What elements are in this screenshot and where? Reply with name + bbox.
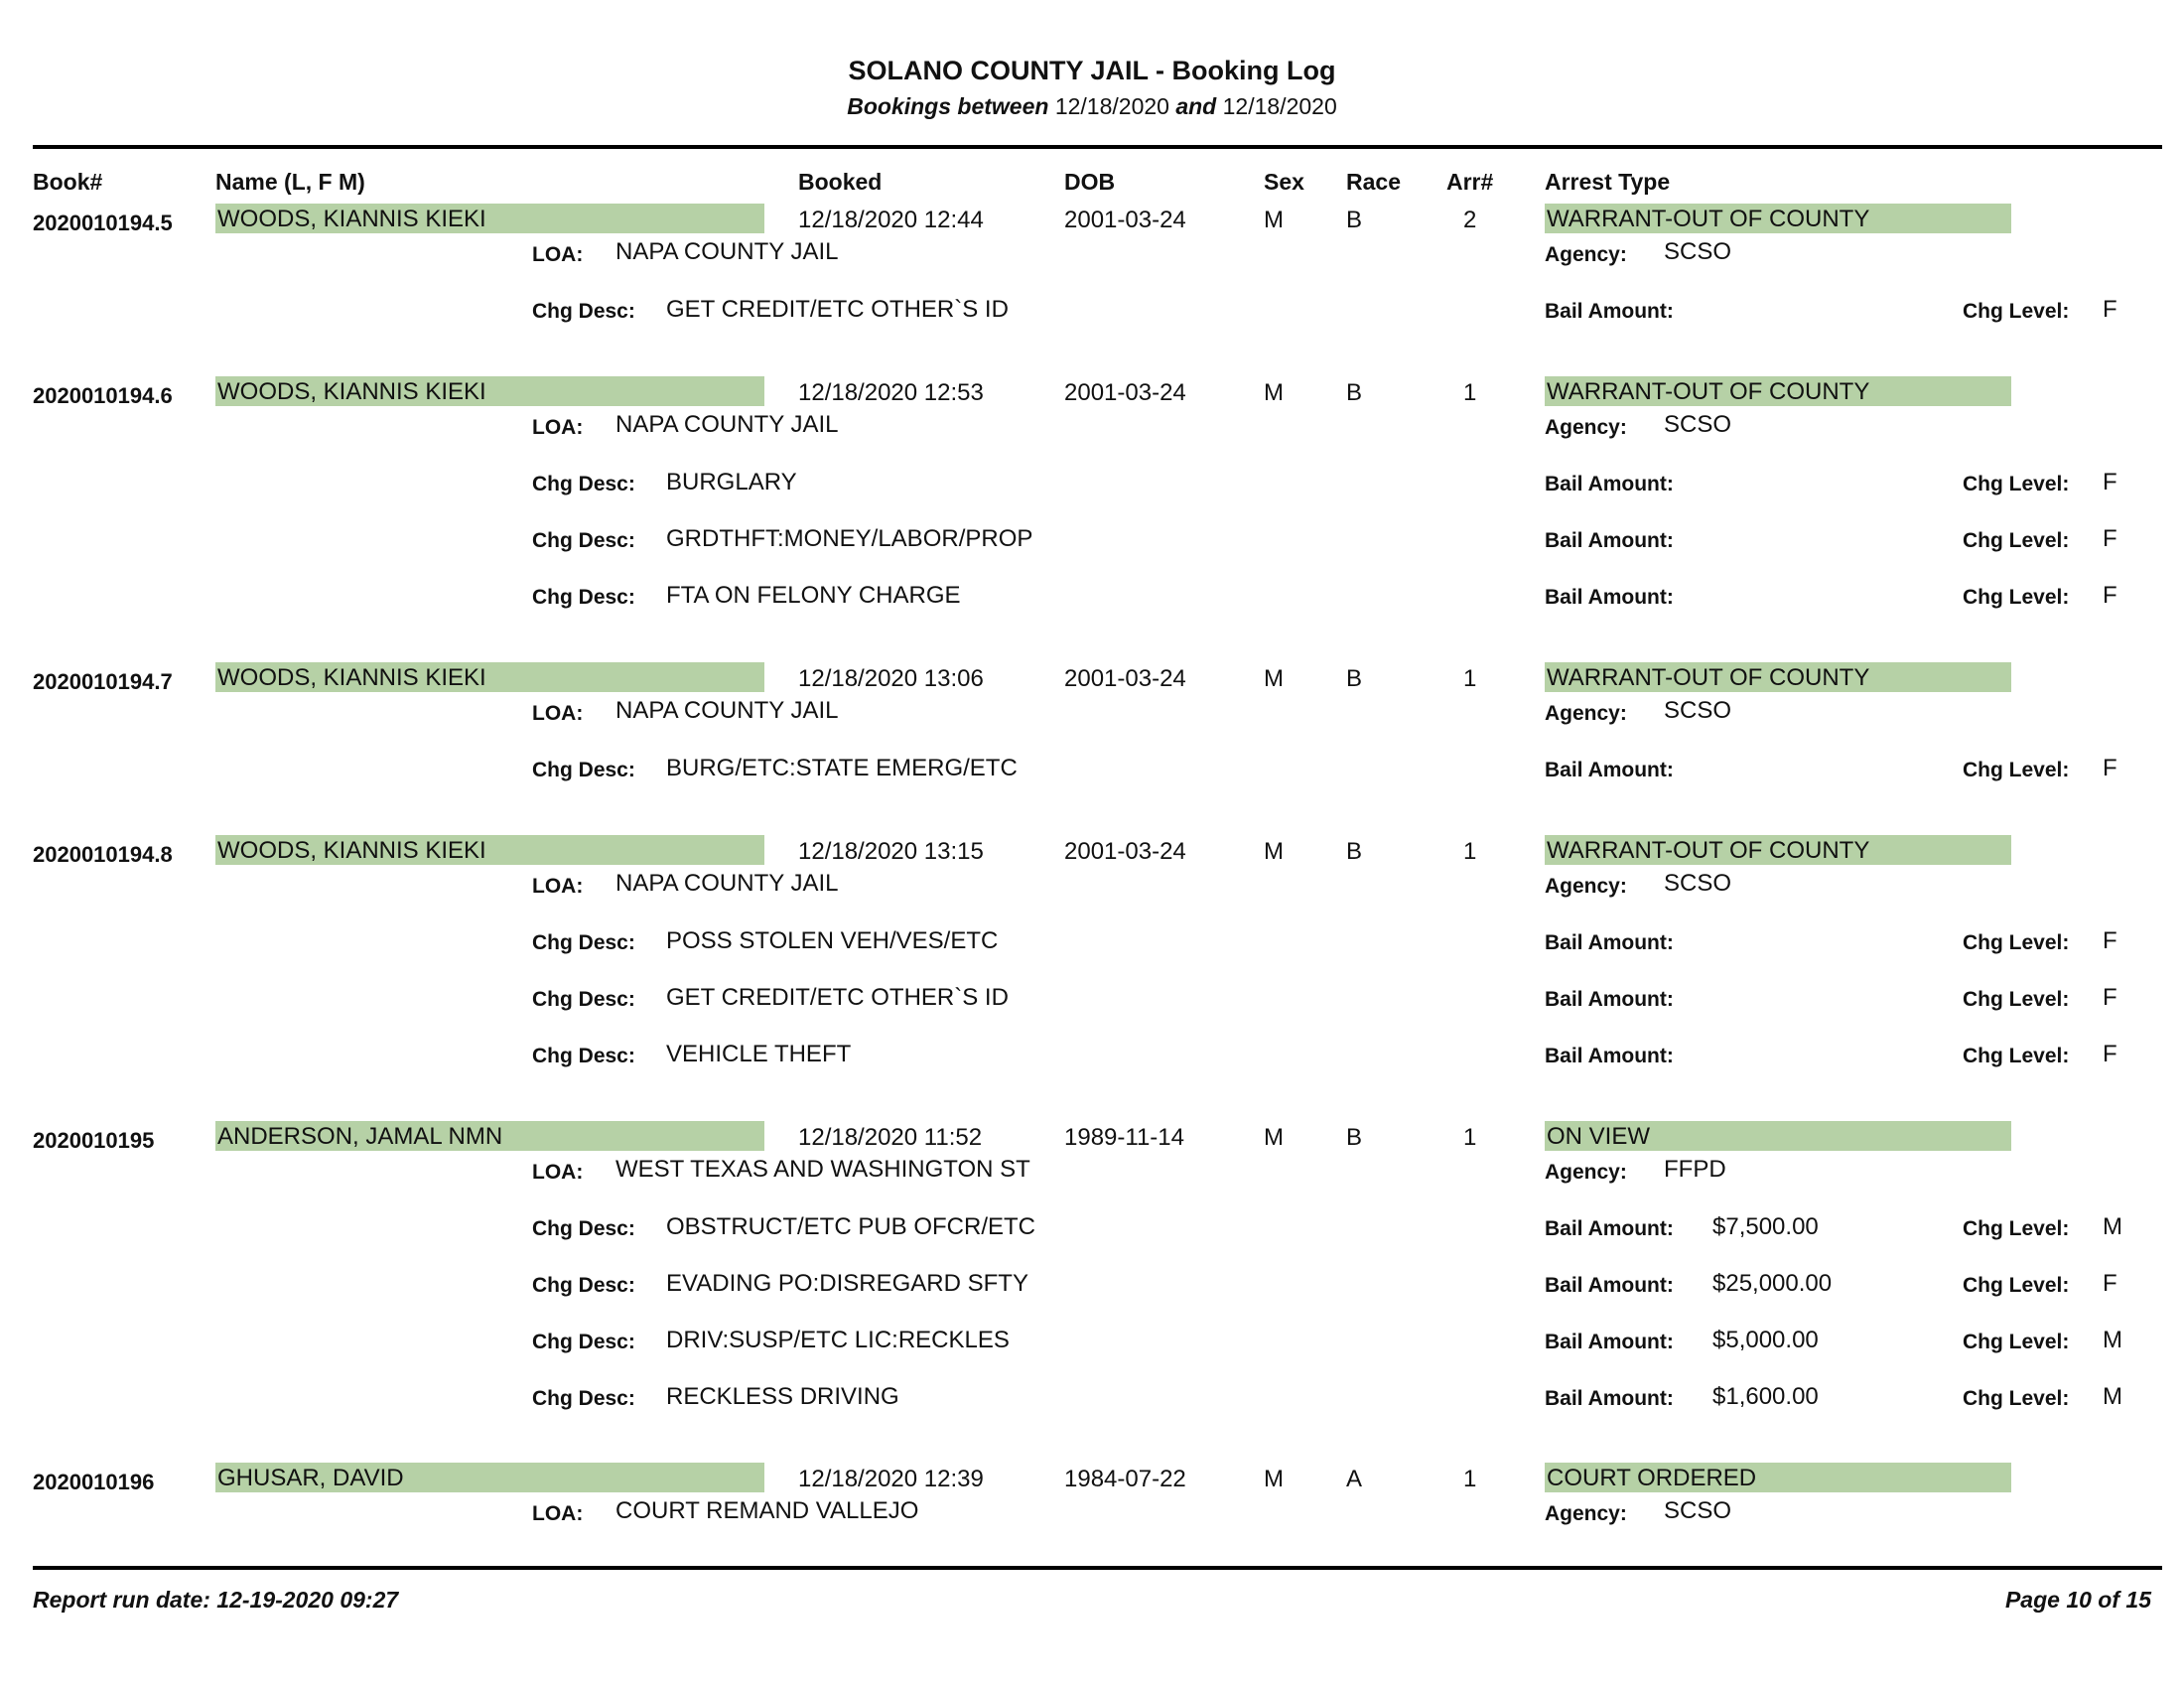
arrest-type: WARRANT-OUT OF COUNTY	[1547, 206, 1870, 232]
chg-level: M	[2103, 1213, 2122, 1240]
arrest-type: WARRANT-OUT OF COUNTY	[1547, 378, 1870, 405]
bail-amount-label: Bail Amount:	[1545, 586, 1674, 609]
chg-desc: GET CREDIT/ETC OTHER`S ID	[666, 296, 1009, 323]
header-rule	[33, 145, 2162, 149]
chg-level-label: Chg Level:	[1963, 1274, 2070, 1297]
chg-level: F	[2103, 1270, 2117, 1297]
booked-datetime: 12/18/2020 12:39	[798, 1466, 984, 1492]
chg-level-label: Chg Level:	[1963, 759, 2070, 781]
chg-level-label: Chg Level:	[1963, 1217, 2070, 1240]
arrest-type-highlight	[1545, 662, 2011, 692]
arrest-number: 1	[1463, 1124, 1477, 1151]
chg-level: F	[2103, 984, 2117, 1011]
arrest-number: 1	[1463, 379, 1477, 406]
bail-amount-label: Bail Amount:	[1545, 1045, 1674, 1067]
col-booked: Booked	[798, 169, 883, 195]
book-number: 2020010194.7	[33, 669, 173, 694]
agency-value: SCSO	[1664, 870, 1732, 897]
col-sex: Sex	[1264, 169, 1304, 195]
chg-desc: DRIV:SUSP/ETC LIC:RECKLES	[666, 1327, 1010, 1353]
arrest-number: 1	[1463, 1466, 1477, 1492]
arrest-type: COURT ORDERED	[1547, 1465, 1757, 1491]
sex: M	[1264, 207, 1284, 233]
bail-amount-label: Bail Amount:	[1545, 300, 1674, 323]
sex: M	[1264, 838, 1284, 865]
bail-amount-label: Bail Amount:	[1545, 473, 1674, 495]
inmate-name: GHUSAR, DAVID	[217, 1465, 404, 1491]
loa-value: WEST TEXAS AND WASHINGTON ST	[615, 1156, 1030, 1183]
sex: M	[1264, 379, 1284, 406]
bail-amount: $25,000.00	[1712, 1270, 1833, 1297]
chg-desc: BURGLARY	[666, 469, 797, 495]
race: A	[1346, 1466, 1363, 1492]
bail-amount-label: Bail Amount:	[1545, 759, 1674, 781]
chg-level: F	[2103, 755, 2117, 781]
bail-amount-label: Bail Amount:	[1545, 1387, 1674, 1410]
page-number: Page 10 of 15	[2004, 1587, 2151, 1613]
chg-level-label: Chg Level:	[1963, 988, 2070, 1011]
loa-label: LOA:	[532, 1502, 584, 1525]
chg-desc-label: Chg Desc:	[532, 759, 635, 781]
chg-desc-label: Chg Desc:	[532, 1274, 635, 1297]
agency-label: Agency:	[1545, 416, 1627, 439]
arrest-type-highlight	[1545, 204, 2011, 233]
name-highlight	[215, 662, 764, 692]
report-run-date: Report run date: 12-19-2020 09:27	[33, 1587, 399, 1613]
date-to: 12/18/2020	[1222, 93, 1337, 119]
chg-desc-label: Chg Desc:	[532, 586, 635, 609]
bail-amount: $5,000.00	[1712, 1327, 1819, 1353]
book-number: 2020010195	[33, 1128, 155, 1153]
dob: 2001-03-24	[1064, 665, 1186, 692]
chg-desc-label: Chg Desc:	[532, 1387, 635, 1410]
race: B	[1346, 665, 1363, 692]
loa-value: NAPA COUNTY JAIL	[615, 697, 839, 724]
dob: 2001-03-24	[1064, 379, 1186, 406]
booked-datetime: 12/18/2020 12:44	[798, 207, 984, 233]
arrest-type: WARRANT-OUT OF COUNTY	[1547, 664, 1870, 691]
loa-label: LOA:	[532, 1161, 584, 1184]
arrest-number: 1	[1463, 838, 1477, 865]
chg-level-label: Chg Level:	[1963, 586, 2070, 609]
arrest-type-highlight	[1545, 1463, 2011, 1492]
bail-amount-label: Bail Amount:	[1545, 1217, 1674, 1240]
chg-level: F	[2103, 582, 2117, 609]
report-title: SOLANO COUNTY JAIL - Booking Log	[848, 56, 1336, 85]
bail-amount-label: Bail Amount:	[1545, 931, 1674, 954]
chg-desc: GET CREDIT/ETC OTHER`S ID	[666, 984, 1009, 1011]
date-from: 12/18/2020	[1054, 93, 1169, 119]
bail-amount: $7,500.00	[1712, 1213, 1819, 1240]
sex: M	[1264, 1466, 1284, 1492]
agency-value: SCSO	[1664, 697, 1732, 724]
bail-amount-label: Bail Amount:	[1545, 529, 1674, 552]
subtitle-and: and	[1175, 93, 1217, 119]
chg-level: F	[2103, 469, 2117, 495]
col-arrest-type: Arrest Type	[1545, 169, 1671, 195]
col-dob: DOB	[1064, 169, 1116, 195]
inmate-name: WOODS, KIANNIS KIEKI	[217, 378, 486, 405]
chg-level-label: Chg Level:	[1963, 1331, 2070, 1353]
chg-level-label: Chg Level:	[1963, 931, 2070, 954]
chg-level-label: Chg Level:	[1963, 473, 2070, 495]
chg-level: F	[2103, 296, 2117, 323]
loa-label: LOA:	[532, 416, 584, 439]
loa-label: LOA:	[532, 243, 584, 266]
dob: 1984-07-22	[1064, 1466, 1186, 1492]
agency-label: Agency:	[1545, 702, 1627, 725]
col-race: Race	[1346, 169, 1401, 195]
inmate-name: WOODS, KIANNIS KIEKI	[217, 206, 486, 232]
arrest-number: 2	[1463, 207, 1477, 233]
agency-value: SCSO	[1664, 411, 1732, 438]
book-number: 2020010196	[33, 1470, 155, 1494]
agency-value: SCSO	[1664, 1497, 1732, 1524]
chg-desc-label: Chg Desc:	[532, 473, 635, 495]
chg-desc: FTA ON FELONY CHARGE	[666, 582, 961, 609]
loa-value: COURT REMAND VALLEJO	[615, 1497, 919, 1524]
sex: M	[1264, 665, 1284, 692]
inmate-name: ANDERSON, JAMAL NMN	[217, 1123, 503, 1150]
subtitle-prefix: Bookings between	[847, 93, 1049, 119]
col-book: Book#	[33, 169, 103, 195]
dob: 2001-03-24	[1064, 838, 1186, 865]
chg-desc-label: Chg Desc:	[532, 300, 635, 323]
arrest-type-highlight	[1545, 376, 2011, 406]
chg-desc-label: Chg Desc:	[532, 1045, 635, 1067]
name-highlight	[215, 204, 764, 233]
arrest-type-highlight	[1545, 1121, 2011, 1151]
booked-datetime: 12/18/2020 12:53	[798, 379, 984, 406]
chg-desc: OBSTRUCT/ETC PUB OFCR/ETC	[666, 1213, 1036, 1240]
footer-rule	[33, 1566, 2162, 1570]
dob: 2001-03-24	[1064, 207, 1186, 233]
chg-desc: GRDTHFT:MONEY/LABOR/PROP	[666, 525, 1033, 552]
loa-value: NAPA COUNTY JAIL	[615, 870, 839, 897]
agency-label: Agency:	[1545, 1502, 1627, 1525]
loa-label: LOA:	[532, 702, 584, 725]
agency-label: Agency:	[1545, 1161, 1627, 1184]
chg-desc: BURG/ETC:STATE EMERG/ETC	[666, 755, 1018, 781]
chg-desc: EVADING PO:DISREGARD SFTY	[666, 1270, 1028, 1297]
agency-value: SCSO	[1664, 238, 1732, 265]
race: B	[1346, 1124, 1363, 1151]
agency-label: Agency:	[1545, 243, 1627, 266]
arrest-type-highlight	[1545, 835, 2011, 865]
name-highlight	[215, 1121, 764, 1151]
chg-desc: VEHICLE THEFT	[666, 1041, 852, 1067]
chg-level-label: Chg Level:	[1963, 529, 2070, 552]
race: B	[1346, 207, 1363, 233]
inmate-name: WOODS, KIANNIS KIEKI	[217, 837, 486, 864]
book-number: 2020010194.8	[33, 842, 173, 867]
name-highlight	[215, 835, 764, 865]
name-highlight	[215, 1463, 764, 1492]
loa-value: NAPA COUNTY JAIL	[615, 411, 839, 438]
bail-amount-label: Bail Amount:	[1545, 988, 1674, 1011]
bail-amount-label: Bail Amount:	[1545, 1331, 1674, 1353]
book-number: 2020010194.6	[33, 383, 173, 408]
col-arr: Arr#	[1446, 169, 1494, 195]
agency-value: FFPD	[1664, 1156, 1726, 1183]
chg-level: M	[2103, 1327, 2122, 1353]
agency-label: Agency:	[1545, 875, 1627, 898]
book-number: 2020010194.5	[33, 211, 173, 235]
bail-amount: $1,600.00	[1712, 1383, 1819, 1410]
race: B	[1346, 838, 1363, 865]
col-name: Name (L, F M)	[215, 169, 365, 195]
chg-desc: RECKLESS DRIVING	[666, 1383, 899, 1410]
chg-level-label: Chg Level:	[1963, 1387, 2070, 1410]
chg-level: F	[2103, 525, 2117, 552]
booked-datetime: 12/18/2020 13:06	[798, 665, 984, 692]
chg-desc-label: Chg Desc:	[532, 1217, 635, 1240]
booked-datetime: 12/18/2020 11:52	[798, 1124, 983, 1151]
chg-desc-label: Chg Desc:	[532, 1331, 635, 1353]
chg-desc-label: Chg Desc:	[532, 529, 635, 552]
chg-level: M	[2103, 1383, 2122, 1410]
chg-desc-label: Chg Desc:	[532, 988, 635, 1011]
arrest-number: 1	[1463, 665, 1477, 692]
report-subtitle	[0, 93, 2184, 120]
chg-level-label: Chg Level:	[1963, 1045, 2070, 1067]
chg-level: F	[2103, 1041, 2117, 1067]
name-highlight	[215, 376, 764, 406]
dob: 1989-11-14	[1064, 1124, 1184, 1151]
inmate-name: WOODS, KIANNIS KIEKI	[217, 664, 486, 691]
chg-desc-label: Chg Desc:	[532, 931, 635, 954]
booked-datetime: 12/18/2020 13:15	[798, 838, 984, 865]
bail-amount-label: Bail Amount:	[1545, 1274, 1674, 1297]
loa-label: LOA:	[532, 875, 584, 898]
loa-value: NAPA COUNTY JAIL	[615, 238, 839, 265]
chg-level-label: Chg Level:	[1963, 300, 2070, 323]
race: B	[1346, 379, 1363, 406]
arrest-type: ON VIEW	[1547, 1123, 1651, 1150]
arrest-type: WARRANT-OUT OF COUNTY	[1547, 837, 1870, 864]
chg-desc: POSS STOLEN VEH/VES/ETC	[666, 927, 999, 954]
sex: M	[1264, 1124, 1284, 1151]
chg-level: F	[2103, 927, 2117, 954]
